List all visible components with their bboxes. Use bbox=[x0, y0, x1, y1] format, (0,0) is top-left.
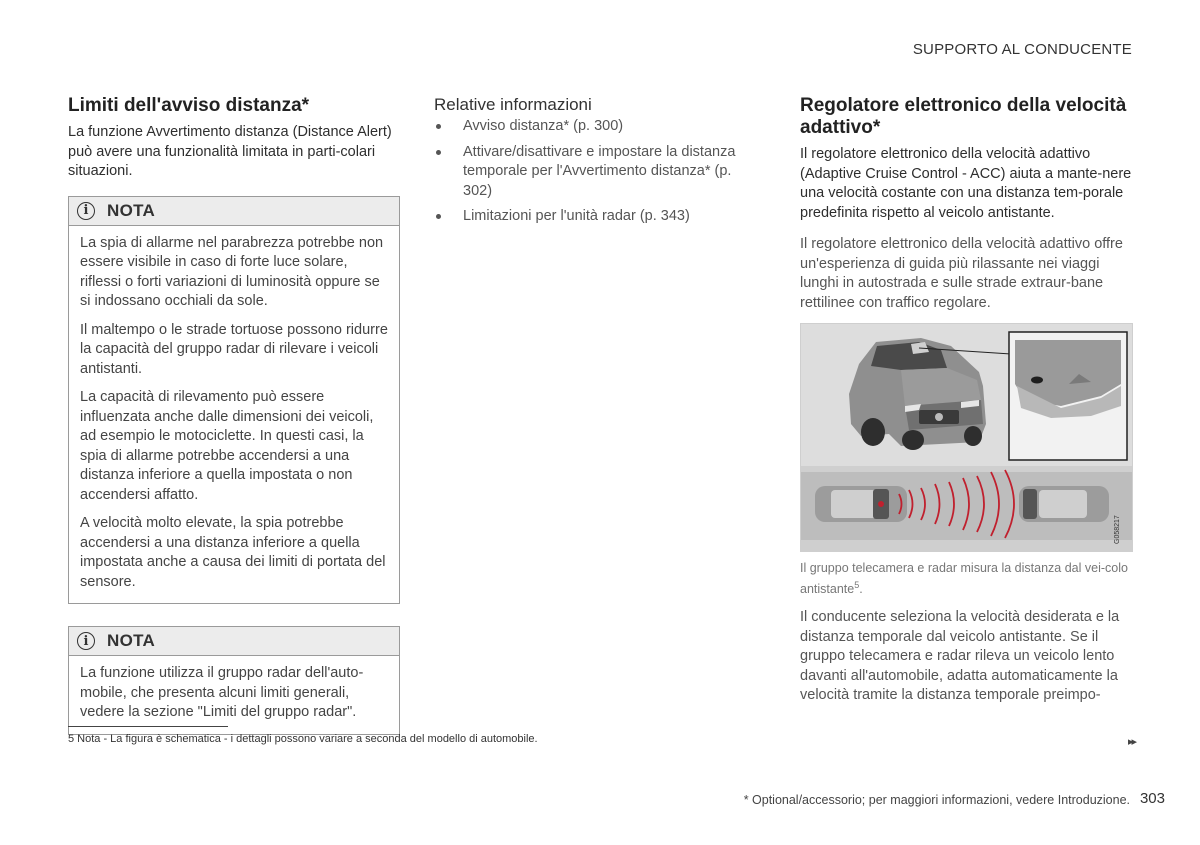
figure-caption bbox=[800, 560, 1133, 598]
continue-arrow-icon: ▸▸ bbox=[1127, 736, 1135, 748]
optional-footnote: * Optional/accessorio; per maggiori informazioni, vedere Introduzione. bbox=[743, 793, 1130, 807]
info-icon: i bbox=[77, 202, 95, 220]
related-link-radar-limits[interactable]: Limitazioni per l'unità radar (p. 343) bbox=[434, 207, 754, 227]
ego-car-topdown-icon bbox=[815, 486, 907, 522]
figure-code: G058217 bbox=[1114, 515, 1121, 544]
lead-car-topdown-icon bbox=[1019, 486, 1109, 522]
note-label: NOTA bbox=[107, 631, 156, 650]
note-paragraph: La funzione utilizza il gruppo radar dell'auto-mobile, che presenta alcuni limiti generali, vedere la sezione "Limiti del gruppo radar". bbox=[80, 665, 364, 720]
note-header bbox=[69, 627, 399, 656]
car-radar-illustration bbox=[801, 324, 1132, 551]
acc-illustration bbox=[800, 323, 1133, 552]
caption-end: . bbox=[859, 582, 863, 597]
caption-footnote-ref: 5 bbox=[854, 580, 860, 590]
related-link-distance-alert[interactable]: Avviso distanza* (p. 300) bbox=[434, 117, 754, 137]
note-header bbox=[69, 197, 399, 226]
footnote: 5 Nota - La figura è schematica - i dettagli possono variare a seconda del modello di automobile. bbox=[68, 733, 538, 745]
related-list bbox=[434, 117, 754, 227]
page-number: 303 bbox=[1139, 790, 1165, 807]
limits-title: Limiti dell'avviso distanza* bbox=[68, 95, 310, 116]
related-title: Relative informazioni bbox=[434, 95, 592, 114]
related-link-time-gap[interactable]: Attivare/disattivare e impostare la distanza temporale per l'Avvertimento distanza* (p. 302) bbox=[434, 143, 754, 202]
acc-paragraph-1: Il regolatore elettronico della velocità adattivo (Adaptive Cruise Control - ACC) aiuta a mante-nere una velocità costante con una distanza tem-porale predefinita rispetto al veicolo antistante. bbox=[800, 146, 1132, 221]
limits-intro: La funzione Avvertimento distanza (Distance Alert) può avere una funzionalità limitata in parti-colari situazioni. bbox=[68, 124, 392, 179]
column-related bbox=[434, 95, 754, 233]
note-paragraph: La spia di allarme nel parabrezza potrebbe non essere visibile in caso di forte luce solare, riflessi o forti variazioni di luminosità oppure se si indossano occhiali da sole. bbox=[80, 234, 384, 309]
note-paragraph: Il maltempo o le strade tortuose possono ridurre la capacità del gruppo radar di rilevare i veicoli antistanti. bbox=[80, 321, 388, 377]
acc-title: Regolatore elettronico della velocità adattivo* bbox=[800, 95, 1127, 138]
note-body bbox=[69, 226, 399, 604]
caption-text: Il gruppo telecamera e radar misura la distanza dal vei-colo antistante bbox=[800, 561, 1128, 597]
column-acc bbox=[800, 95, 1133, 716]
section-header: SUPPORTO AL CONDUCENTE bbox=[912, 41, 1132, 58]
footnote-divider bbox=[68, 726, 228, 727]
acc-paragraph-2: Il regolatore elettronico della velocità adattivo offre un'esperienza di guida più rilassante nei viaggi lunghi in autostrada e sulle strade extraur-bane rettilinee con traffico regolare. bbox=[800, 236, 1123, 311]
note-box-1 bbox=[68, 196, 400, 605]
note-box-2 bbox=[68, 626, 400, 735]
note-paragraph: A velocità molto elevate, la spia potrebbe accendersi a una distanza inferiore a quella impostata anche a causa dei limiti di portata del sensore. bbox=[80, 515, 386, 590]
note-body bbox=[69, 656, 399, 734]
acc-paragraph-3: Il conducente seleziona la velocità desiderata e la distanza temporale dal veicolo antistante. Se il gruppo telecamera e radar rileva un veicolo lento davanti all'automobile, adatta automaticamente la velocità tramite la distanza temporale preimpo- bbox=[800, 609, 1120, 704]
info-icon: i bbox=[77, 632, 95, 650]
column-limits bbox=[68, 95, 400, 735]
note-paragraph: La capacità di rilevamento può essere influenzata anche dalle dimensioni dei veicoli, ad esempio le motociclette. In questi casi, la spia di allarme potrebbe accendersi a una distanza inferiore a quella impostata o non accendersi affatto. bbox=[80, 389, 374, 503]
note-label: NOTA bbox=[107, 200, 156, 220]
